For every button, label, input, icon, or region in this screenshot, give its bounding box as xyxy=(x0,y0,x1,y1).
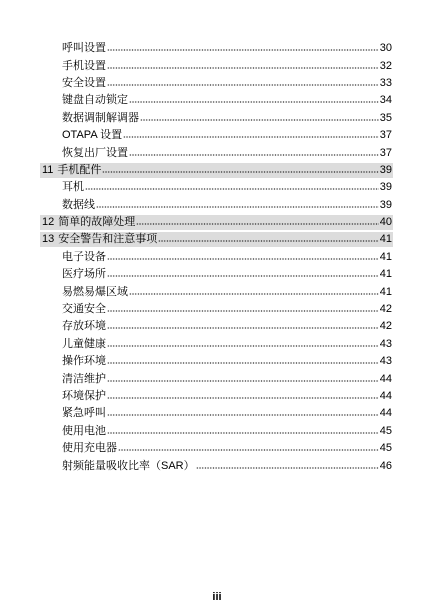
toc-entry-row xyxy=(40,249,393,266)
dot-leader xyxy=(129,154,379,156)
dot-leader xyxy=(102,171,378,173)
section-title: 键盘自动锁定 xyxy=(62,94,128,107)
section-title: 数据调制解调器 xyxy=(62,111,139,124)
toc-page-number: 37 xyxy=(379,146,392,159)
toc-page-number: 34 xyxy=(379,94,392,107)
toc-entry-row xyxy=(40,388,393,405)
entry-line xyxy=(40,372,393,387)
toc-entry-row xyxy=(40,423,393,440)
toc-entry-row xyxy=(40,197,393,214)
entry-line xyxy=(40,267,393,282)
toc-page-number: 46 xyxy=(379,459,392,472)
toc-page-number: 40 xyxy=(379,216,392,229)
section-title: 存放环境 xyxy=(62,320,106,333)
entry-line xyxy=(40,424,393,439)
toc-entry-row xyxy=(40,57,393,74)
dot-leader xyxy=(140,119,379,121)
toc-page-number: 30 xyxy=(379,42,392,55)
toc-entry-row xyxy=(40,318,393,335)
toc-page-number: 43 xyxy=(379,355,392,368)
dot-leader xyxy=(129,101,379,103)
toc-page-number: 33 xyxy=(379,76,392,89)
dot-leader xyxy=(158,240,379,242)
entry-line xyxy=(40,250,393,265)
dot-leader xyxy=(107,345,379,347)
section-title: 清洁维护 xyxy=(62,372,106,385)
section-title: 手机设置 xyxy=(62,59,106,72)
table-of-contents xyxy=(40,40,393,475)
toc-entry-row xyxy=(40,110,393,127)
toc-entry-row xyxy=(40,75,393,92)
dot-leader xyxy=(107,414,379,416)
toc-entry-row xyxy=(40,405,393,422)
dot-leader xyxy=(96,206,379,208)
dot-leader xyxy=(107,275,379,277)
chapter-heading-band xyxy=(40,232,393,247)
dot-leader xyxy=(123,136,379,138)
entry-line xyxy=(40,459,393,474)
toc-entry-row xyxy=(40,40,393,57)
chapter-number: 13 xyxy=(42,233,55,246)
entry-line xyxy=(40,319,393,334)
dot-leader xyxy=(107,258,379,260)
section-title: 恢复出厂设置 xyxy=(62,146,128,159)
dot-leader xyxy=(85,188,379,190)
chapter-number: 11 xyxy=(42,163,54,176)
toc-entry-row xyxy=(40,457,393,474)
section-title: 电子设备 xyxy=(62,250,106,263)
toc-page-number: 45 xyxy=(379,442,392,455)
chapter-heading-band xyxy=(40,163,393,178)
dot-leader xyxy=(107,327,379,329)
toc-page-number: 37 xyxy=(379,129,392,142)
toc-page-number: 42 xyxy=(379,320,392,333)
dot-leader xyxy=(129,293,379,295)
toc-page-number: 41 xyxy=(379,250,392,263)
dot-leader xyxy=(107,397,379,399)
toc-page-number: 44 xyxy=(379,407,392,420)
entry-line xyxy=(40,59,393,74)
dot-leader xyxy=(196,467,379,469)
toc-entry-row xyxy=(40,283,393,300)
toc-page-number: 45 xyxy=(379,424,392,437)
toc-page-number: 35 xyxy=(379,111,392,124)
dot-leader xyxy=(118,449,379,451)
toc-entry-row xyxy=(40,336,393,353)
toc-entry-row xyxy=(40,353,393,370)
toc-page-number: 39 xyxy=(379,163,392,176)
toc-entry-row xyxy=(40,370,393,387)
entry-line xyxy=(40,128,393,143)
toc-page-number: 41 xyxy=(379,233,392,246)
toc-entry-row xyxy=(40,127,393,144)
toc-page-number: 43 xyxy=(379,337,392,350)
toc-entry-row xyxy=(40,92,393,109)
section-title: 射频能量吸收比率（SAR） xyxy=(62,459,195,472)
toc-page-number: 41 xyxy=(379,268,392,281)
chapter-number: 12 xyxy=(42,216,55,229)
section-title: OTAPA 设置 xyxy=(62,129,123,142)
toc-page-number: 44 xyxy=(379,390,392,402)
toc-chapter-row xyxy=(40,214,393,231)
dot-leader xyxy=(107,84,379,86)
toc-page-number: 39 xyxy=(379,198,392,211)
toc-page-number: 42 xyxy=(379,303,392,316)
toc-entry-row xyxy=(40,144,393,161)
section-title: 使用充电器 xyxy=(62,442,117,455)
page-number: iii xyxy=(212,591,222,603)
toc-page-number: 44 xyxy=(379,372,392,385)
entry-line xyxy=(40,302,393,317)
entry-line xyxy=(40,389,393,404)
chapter-title: 安全警告和注意事项 xyxy=(58,233,158,246)
toc-entry-row xyxy=(40,301,393,318)
entry-line xyxy=(40,111,393,126)
entry-line xyxy=(40,441,393,456)
section-title: 易燃易爆区域 xyxy=(62,285,128,298)
section-title: 儿童健康 xyxy=(62,337,106,350)
toc-chapter-row xyxy=(40,162,393,179)
section-title: 使用电池 xyxy=(62,424,106,437)
toc-entry-row xyxy=(40,440,393,457)
entry-line xyxy=(40,337,393,352)
entry-line xyxy=(40,198,393,213)
dot-leader xyxy=(107,432,379,434)
entry-line xyxy=(40,76,393,91)
dot-leader xyxy=(107,67,379,69)
entry-line xyxy=(40,354,393,369)
entry-line xyxy=(40,93,393,108)
toc-page-number: 32 xyxy=(379,59,392,72)
dot-leader xyxy=(107,49,379,51)
chapter-heading-band xyxy=(40,215,393,230)
section-title: 安全设置 xyxy=(62,76,106,89)
toc-page-number: 39 xyxy=(379,181,392,194)
toc-page-number: 41 xyxy=(379,285,392,298)
section-title: 操作环境 xyxy=(62,355,106,368)
chapter-title: 手机配件 xyxy=(57,163,102,176)
section-title: 呼叫设置 xyxy=(62,42,106,55)
toc-chapter-row xyxy=(40,231,393,248)
entry-line xyxy=(40,146,393,161)
section-title: 数据线 xyxy=(62,198,95,211)
entry-line xyxy=(40,41,393,56)
dot-leader xyxy=(107,310,379,312)
section-title: 医疗场所 xyxy=(62,268,106,281)
dot-leader xyxy=(107,380,379,382)
entry-line xyxy=(40,406,393,421)
toc-entry-row xyxy=(40,179,393,196)
section-title: 交通安全 xyxy=(62,303,106,316)
chapter-title: 简单的故障处理 xyxy=(58,216,136,229)
section-title: 耳机 xyxy=(62,181,84,194)
dot-leader xyxy=(136,223,379,225)
dot-leader xyxy=(107,362,379,364)
toc-entry-row xyxy=(40,266,393,283)
entry-line xyxy=(40,180,393,195)
section-title: 紧急呼叫 xyxy=(62,407,106,420)
section-title: 环境保护 xyxy=(62,390,106,402)
entry-line xyxy=(40,285,393,300)
